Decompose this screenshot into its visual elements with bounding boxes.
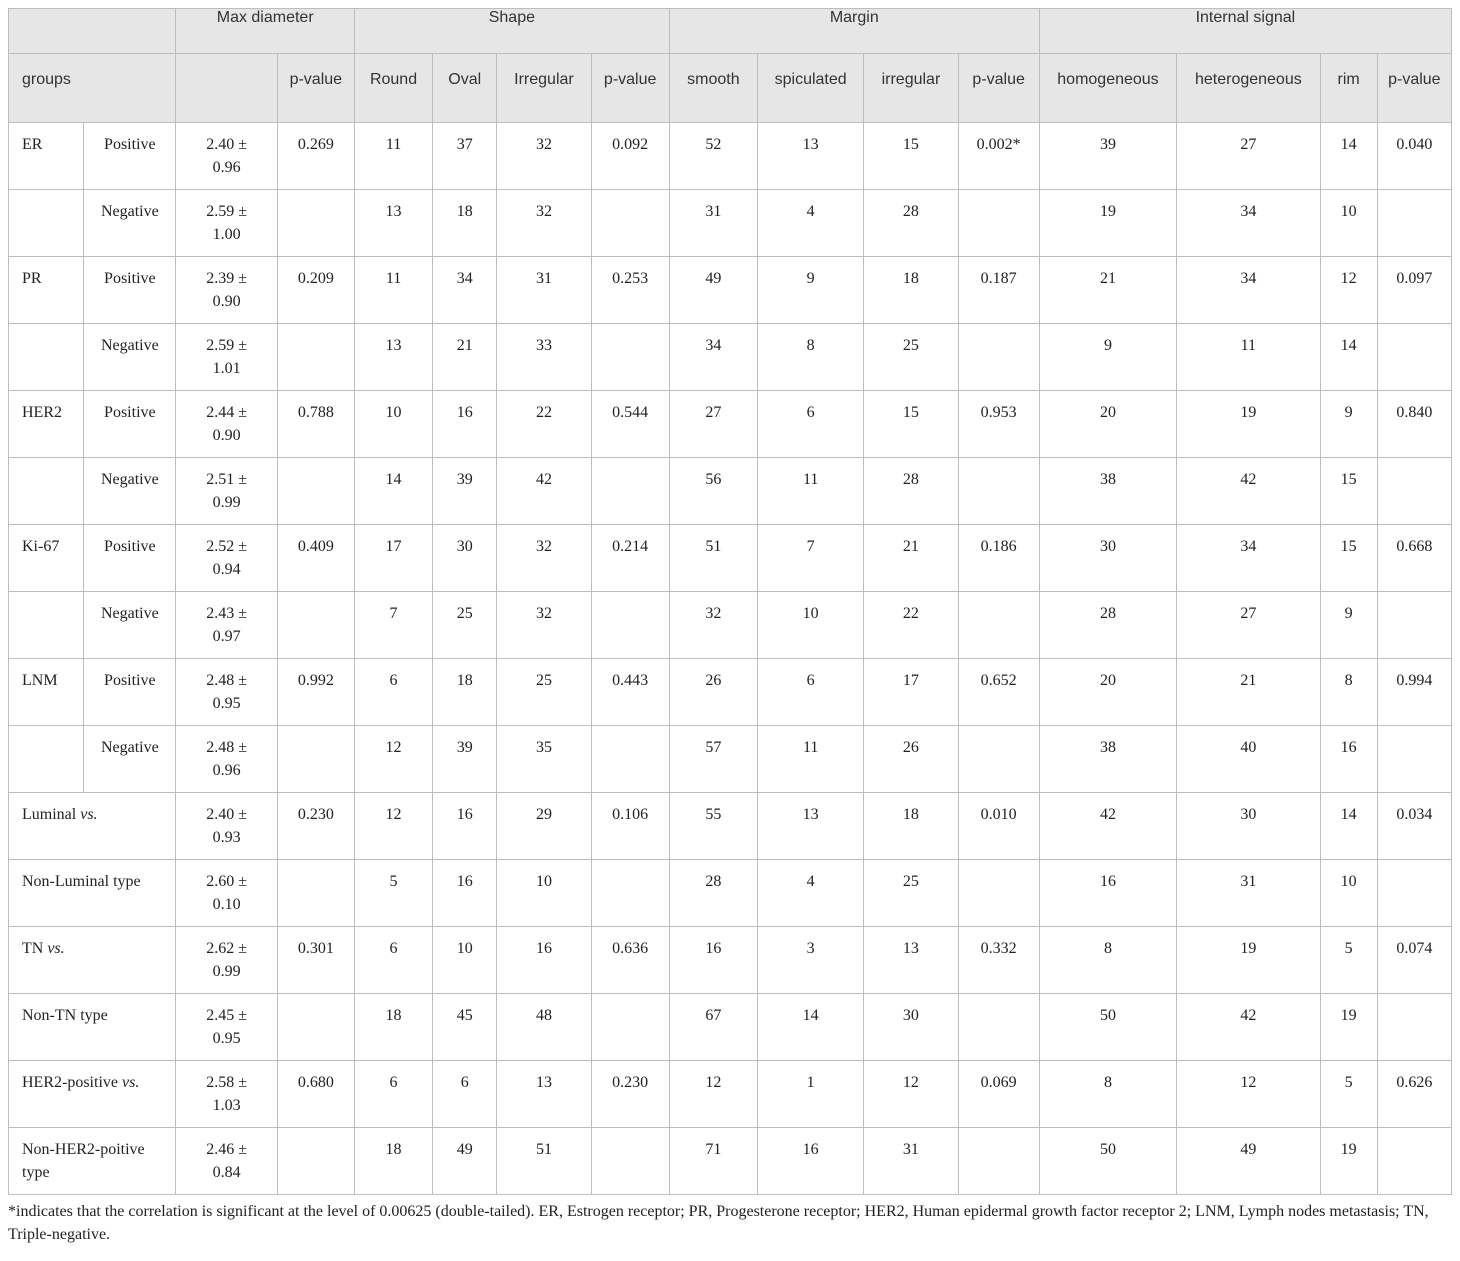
subgroup-cell: Negative bbox=[84, 592, 176, 659]
irregular-margin-cell: 17 bbox=[864, 659, 958, 726]
rim-cell: 9 bbox=[1320, 592, 1377, 659]
header-diameter-blank bbox=[176, 54, 277, 123]
p-shape-cell: 0.214 bbox=[591, 525, 669, 592]
round-cell: 5 bbox=[354, 860, 432, 927]
p-shape-cell: 0.253 bbox=[591, 257, 669, 324]
irregular-shape-cell: 51 bbox=[497, 1128, 591, 1195]
subgroup-cell: Positive bbox=[84, 525, 176, 592]
p-margin-cell bbox=[958, 190, 1039, 257]
oval-cell: 39 bbox=[433, 458, 497, 525]
oval-cell: 16 bbox=[433, 391, 497, 458]
round-cell: 13 bbox=[354, 324, 432, 391]
comparison-label: Non-HER2-poitive type bbox=[9, 1128, 176, 1195]
rim-cell: 9 bbox=[1320, 391, 1377, 458]
p-signal-cell: 0.994 bbox=[1377, 659, 1451, 726]
spiculated-cell: 11 bbox=[758, 458, 864, 525]
comparison-label: Non-Luminal type bbox=[9, 860, 176, 927]
comparison-row bbox=[9, 860, 1452, 927]
smooth-cell: 55 bbox=[669, 793, 757, 860]
heterogeneous-cell: 12 bbox=[1177, 1061, 1320, 1128]
smooth-cell: 16 bbox=[669, 927, 757, 994]
smooth-cell: 31 bbox=[669, 190, 757, 257]
oval-cell: 37 bbox=[433, 123, 497, 190]
irregular-margin-cell: 15 bbox=[864, 123, 958, 190]
heterogeneous-cell: 27 bbox=[1177, 123, 1320, 190]
heterogeneous-cell: 30 bbox=[1177, 793, 1320, 860]
smooth-cell: 52 bbox=[669, 123, 757, 190]
oval-cell: 49 bbox=[433, 1128, 497, 1195]
header-heterogeneous: heterogeneous bbox=[1177, 54, 1320, 123]
header-row-columns bbox=[9, 54, 1452, 123]
round-cell: 11 bbox=[354, 257, 432, 324]
p-margin-cell bbox=[958, 592, 1039, 659]
p-signal-cell bbox=[1377, 324, 1451, 391]
max-diameter-cell: 2.44 ± 0.90 bbox=[176, 391, 277, 458]
p-shape-cell: 0.230 bbox=[591, 1061, 669, 1128]
round-cell: 6 bbox=[354, 1061, 432, 1128]
header-spiculated: spiculated bbox=[758, 54, 864, 123]
homogeneous-cell: 50 bbox=[1039, 994, 1176, 1061]
irregular-shape-cell: 35 bbox=[497, 726, 591, 793]
p-margin-cell: 0.186 bbox=[958, 525, 1039, 592]
p-signal-cell: 0.097 bbox=[1377, 257, 1451, 324]
p-shape-cell bbox=[591, 860, 669, 927]
p-diameter-cell: 0.788 bbox=[277, 391, 354, 458]
max-diameter-cell: 2.62 ± 0.99 bbox=[176, 927, 277, 994]
comparison-row bbox=[9, 1128, 1452, 1195]
p-margin-cell: 0.187 bbox=[958, 257, 1039, 324]
spiculated-cell: 3 bbox=[758, 927, 864, 994]
smooth-cell: 71 bbox=[669, 1128, 757, 1195]
p-signal-cell bbox=[1377, 860, 1451, 927]
irregular-shape-cell: 31 bbox=[497, 257, 591, 324]
p-margin-cell: 0.332 bbox=[958, 927, 1039, 994]
p-shape-cell: 0.636 bbox=[591, 927, 669, 994]
group-cell bbox=[9, 592, 84, 659]
p-margin-cell: 0.069 bbox=[958, 1061, 1039, 1128]
irregular-shape-cell: 22 bbox=[497, 391, 591, 458]
header-p-shape: p-value bbox=[591, 54, 669, 123]
homogeneous-cell: 42 bbox=[1039, 793, 1176, 860]
rim-cell: 19 bbox=[1320, 994, 1377, 1061]
group-cell bbox=[9, 726, 84, 793]
results-table bbox=[8, 8, 1452, 1195]
oval-cell: 10 bbox=[433, 927, 497, 994]
heterogeneous-cell: 21 bbox=[1177, 659, 1320, 726]
heterogeneous-cell: 34 bbox=[1177, 190, 1320, 257]
header-irregular-shape: Irregular bbox=[497, 54, 591, 123]
p-shape-cell bbox=[591, 1128, 669, 1195]
p-diameter-cell bbox=[277, 324, 354, 391]
comparison-row bbox=[9, 1061, 1452, 1128]
oval-cell: 30 bbox=[433, 525, 497, 592]
header-shape: Shape bbox=[354, 9, 669, 54]
group-cell bbox=[9, 190, 84, 257]
oval-cell: 16 bbox=[433, 860, 497, 927]
irregular-shape-cell: 32 bbox=[497, 592, 591, 659]
header-homogeneous: homogeneous bbox=[1039, 54, 1176, 123]
heterogeneous-cell: 40 bbox=[1177, 726, 1320, 793]
rim-cell: 10 bbox=[1320, 190, 1377, 257]
irregular-margin-cell: 18 bbox=[864, 793, 958, 860]
max-diameter-cell: 2.58 ± 1.03 bbox=[176, 1061, 277, 1128]
group-cell: HER2 bbox=[9, 391, 84, 458]
smooth-cell: 34 bbox=[669, 324, 757, 391]
irregular-margin-cell: 28 bbox=[864, 190, 958, 257]
p-diameter-cell bbox=[277, 1128, 354, 1195]
spiculated-cell: 1 bbox=[758, 1061, 864, 1128]
max-diameter-cell: 2.45 ± 0.95 bbox=[176, 994, 277, 1061]
irregular-margin-cell: 31 bbox=[864, 1128, 958, 1195]
round-cell: 14 bbox=[354, 458, 432, 525]
table-row bbox=[9, 659, 1452, 726]
p-margin-cell bbox=[958, 1128, 1039, 1195]
p-diameter-cell bbox=[277, 592, 354, 659]
irregular-margin-cell: 30 bbox=[864, 994, 958, 1061]
max-diameter-cell: 2.46 ± 0.84 bbox=[176, 1128, 277, 1195]
irregular-shape-cell: 10 bbox=[497, 860, 591, 927]
homogeneous-cell: 38 bbox=[1039, 458, 1176, 525]
heterogeneous-cell: 27 bbox=[1177, 592, 1320, 659]
group-cell: PR bbox=[9, 257, 84, 324]
comparison-label: HER2-positive vs. bbox=[9, 1061, 176, 1128]
irregular-margin-cell: 26 bbox=[864, 726, 958, 793]
p-diameter-cell: 0.230 bbox=[277, 793, 354, 860]
oval-cell: 25 bbox=[433, 592, 497, 659]
irregular-margin-cell: 28 bbox=[864, 458, 958, 525]
irregular-margin-cell: 13 bbox=[864, 927, 958, 994]
oval-cell: 18 bbox=[433, 190, 497, 257]
max-diameter-cell: 2.51 ± 0.99 bbox=[176, 458, 277, 525]
round-cell: 17 bbox=[354, 525, 432, 592]
p-signal-cell: 0.668 bbox=[1377, 525, 1451, 592]
comparison-label: Luminal vs. bbox=[9, 793, 176, 860]
group-cell: ER bbox=[9, 123, 84, 190]
rim-cell: 12 bbox=[1320, 257, 1377, 324]
spiculated-cell: 8 bbox=[758, 324, 864, 391]
smooth-cell: 67 bbox=[669, 994, 757, 1061]
rim-cell: 19 bbox=[1320, 1128, 1377, 1195]
p-shape-cell bbox=[591, 726, 669, 793]
irregular-margin-cell: 12 bbox=[864, 1061, 958, 1128]
header-p-margin: p-value bbox=[958, 54, 1039, 123]
homogeneous-cell: 16 bbox=[1039, 860, 1176, 927]
rim-cell: 5 bbox=[1320, 927, 1377, 994]
irregular-shape-cell: 16 bbox=[497, 927, 591, 994]
spiculated-cell: 10 bbox=[758, 592, 864, 659]
p-shape-cell bbox=[591, 324, 669, 391]
irregular-shape-cell: 25 bbox=[497, 659, 591, 726]
oval-cell: 16 bbox=[433, 793, 497, 860]
rim-cell: 10 bbox=[1320, 860, 1377, 927]
p-margin-cell bbox=[958, 726, 1039, 793]
header-smooth: smooth bbox=[669, 54, 757, 123]
comparison-label: TN vs. bbox=[9, 927, 176, 994]
p-margin-cell: 0.002* bbox=[958, 123, 1039, 190]
homogeneous-cell: 8 bbox=[1039, 1061, 1176, 1128]
p-signal-cell: 0.034 bbox=[1377, 793, 1451, 860]
heterogeneous-cell: 34 bbox=[1177, 525, 1320, 592]
header-rim: rim bbox=[1320, 54, 1377, 123]
smooth-cell: 56 bbox=[669, 458, 757, 525]
p-margin-cell bbox=[958, 860, 1039, 927]
spiculated-cell: 4 bbox=[758, 860, 864, 927]
subgroup-cell: Positive bbox=[84, 257, 176, 324]
group-cell: LNM bbox=[9, 659, 84, 726]
smooth-cell: 12 bbox=[669, 1061, 757, 1128]
p-shape-cell bbox=[591, 190, 669, 257]
table-row bbox=[9, 190, 1452, 257]
header-p-diameter: p-value bbox=[277, 54, 354, 123]
p-diameter-cell bbox=[277, 860, 354, 927]
max-diameter-cell: 2.40 ± 0.96 bbox=[176, 123, 277, 190]
spiculated-cell: 6 bbox=[758, 659, 864, 726]
header-irregular-margin: irregular bbox=[864, 54, 958, 123]
homogeneous-cell: 50 bbox=[1039, 1128, 1176, 1195]
max-diameter-cell: 2.60 ± 0.10 bbox=[176, 860, 277, 927]
table-row bbox=[9, 726, 1452, 793]
table-row bbox=[9, 525, 1452, 592]
rim-cell: 14 bbox=[1320, 324, 1377, 391]
round-cell: 6 bbox=[354, 659, 432, 726]
p-margin-cell: 0.953 bbox=[958, 391, 1039, 458]
p-diameter-cell: 0.269 bbox=[277, 123, 354, 190]
heterogeneous-cell: 31 bbox=[1177, 860, 1320, 927]
subgroup-cell: Positive bbox=[84, 659, 176, 726]
subgroup-cell: Positive bbox=[84, 123, 176, 190]
comparison-row bbox=[9, 793, 1452, 860]
oval-cell: 21 bbox=[433, 324, 497, 391]
table-row bbox=[9, 592, 1452, 659]
p-shape-cell bbox=[591, 458, 669, 525]
p-margin-cell bbox=[958, 324, 1039, 391]
p-signal-cell: 0.040 bbox=[1377, 123, 1451, 190]
smooth-cell: 57 bbox=[669, 726, 757, 793]
p-signal-cell: 0.840 bbox=[1377, 391, 1451, 458]
group-cell bbox=[9, 458, 84, 525]
spiculated-cell: 4 bbox=[758, 190, 864, 257]
heterogeneous-cell: 19 bbox=[1177, 927, 1320, 994]
smooth-cell: 49 bbox=[669, 257, 757, 324]
round-cell: 10 bbox=[354, 391, 432, 458]
oval-cell: 18 bbox=[433, 659, 497, 726]
p-signal-cell bbox=[1377, 190, 1451, 257]
subgroup-cell: Negative bbox=[84, 726, 176, 793]
heterogeneous-cell: 42 bbox=[1177, 458, 1320, 525]
irregular-shape-cell: 32 bbox=[497, 190, 591, 257]
rim-cell: 8 bbox=[1320, 659, 1377, 726]
irregular-margin-cell: 25 bbox=[864, 324, 958, 391]
table-row bbox=[9, 458, 1452, 525]
max-diameter-cell: 2.48 ± 0.95 bbox=[176, 659, 277, 726]
p-signal-cell bbox=[1377, 458, 1451, 525]
homogeneous-cell: 19 bbox=[1039, 190, 1176, 257]
subgroup-cell: Negative bbox=[84, 190, 176, 257]
p-signal-cell bbox=[1377, 592, 1451, 659]
rim-cell: 15 bbox=[1320, 525, 1377, 592]
p-diameter-cell bbox=[277, 190, 354, 257]
homogeneous-cell: 39 bbox=[1039, 123, 1176, 190]
irregular-shape-cell: 32 bbox=[497, 525, 591, 592]
round-cell: 12 bbox=[354, 726, 432, 793]
header-p-signal: p-value bbox=[1377, 54, 1451, 123]
smooth-cell: 51 bbox=[669, 525, 757, 592]
homogeneous-cell: 9 bbox=[1039, 324, 1176, 391]
p-shape-cell bbox=[591, 994, 669, 1061]
homogeneous-cell: 28 bbox=[1039, 592, 1176, 659]
table-row bbox=[9, 391, 1452, 458]
table-footnote: *indicates that the correlation is significant at the level of 0.00625 (double-tailed). ER, Estrogen receptor; PR, Progesterone receptor; HER2, Human epidermal growth factor receptor 2; LNM, Lymph nodes metastasis; TN, Triple-negative. bbox=[8, 1203, 1429, 1243]
irregular-shape-cell: 42 bbox=[497, 458, 591, 525]
irregular-margin-cell: 18 bbox=[864, 257, 958, 324]
table-row bbox=[9, 324, 1452, 391]
round-cell: 6 bbox=[354, 927, 432, 994]
homogeneous-cell: 20 bbox=[1039, 659, 1176, 726]
spiculated-cell: 9 bbox=[758, 257, 864, 324]
homogeneous-cell: 8 bbox=[1039, 927, 1176, 994]
p-diameter-cell: 0.992 bbox=[277, 659, 354, 726]
homogeneous-cell: 30 bbox=[1039, 525, 1176, 592]
header-oval: Oval bbox=[433, 54, 497, 123]
spiculated-cell: 14 bbox=[758, 994, 864, 1061]
p-signal-cell bbox=[1377, 726, 1451, 793]
irregular-margin-cell: 21 bbox=[864, 525, 958, 592]
p-diameter-cell bbox=[277, 726, 354, 793]
irregular-shape-cell: 33 bbox=[497, 324, 591, 391]
subgroup-cell: Negative bbox=[84, 458, 176, 525]
irregular-shape-cell: 13 bbox=[497, 1061, 591, 1128]
irregular-shape-cell: 29 bbox=[497, 793, 591, 860]
rim-cell: 14 bbox=[1320, 123, 1377, 190]
heterogeneous-cell: 34 bbox=[1177, 257, 1320, 324]
max-diameter-cell: 2.59 ± 1.01 bbox=[176, 324, 277, 391]
p-shape-cell bbox=[591, 592, 669, 659]
heterogeneous-cell: 11 bbox=[1177, 324, 1320, 391]
spiculated-cell: 7 bbox=[758, 525, 864, 592]
smooth-cell: 32 bbox=[669, 592, 757, 659]
p-signal-cell: 0.626 bbox=[1377, 1061, 1451, 1128]
p-margin-cell bbox=[958, 994, 1039, 1061]
p-diameter-cell: 0.409 bbox=[277, 525, 354, 592]
homogeneous-cell: 21 bbox=[1039, 257, 1176, 324]
max-diameter-cell: 2.39 ± 0.90 bbox=[176, 257, 277, 324]
spiculated-cell: 13 bbox=[758, 793, 864, 860]
p-signal-cell bbox=[1377, 1128, 1451, 1195]
header-margin: Margin bbox=[669, 9, 1039, 54]
p-margin-cell: 0.010 bbox=[958, 793, 1039, 860]
p-diameter-cell bbox=[277, 994, 354, 1061]
round-cell: 7 bbox=[354, 592, 432, 659]
round-cell: 18 bbox=[354, 994, 432, 1061]
round-cell: 12 bbox=[354, 793, 432, 860]
heterogeneous-cell: 19 bbox=[1177, 391, 1320, 458]
irregular-margin-cell: 22 bbox=[864, 592, 958, 659]
group-cell bbox=[9, 324, 84, 391]
spiculated-cell: 11 bbox=[758, 726, 864, 793]
oval-cell: 45 bbox=[433, 994, 497, 1061]
max-diameter-cell: 2.52 ± 0.94 bbox=[176, 525, 277, 592]
p-diameter-cell bbox=[277, 458, 354, 525]
header-internal-signal: Internal signal bbox=[1039, 9, 1451, 54]
rim-cell: 16 bbox=[1320, 726, 1377, 793]
round-cell: 11 bbox=[354, 123, 432, 190]
p-shape-cell: 0.544 bbox=[591, 391, 669, 458]
p-shape-cell: 0.106 bbox=[591, 793, 669, 860]
irregular-shape-cell: 48 bbox=[497, 994, 591, 1061]
heterogeneous-cell: 49 bbox=[1177, 1128, 1320, 1195]
round-cell: 18 bbox=[354, 1128, 432, 1195]
oval-cell: 39 bbox=[433, 726, 497, 793]
p-signal-cell: 0.074 bbox=[1377, 927, 1451, 994]
homogeneous-cell: 38 bbox=[1039, 726, 1176, 793]
rim-cell: 14 bbox=[1320, 793, 1377, 860]
rim-cell: 5 bbox=[1320, 1061, 1377, 1128]
smooth-cell: 27 bbox=[669, 391, 757, 458]
table-row bbox=[9, 257, 1452, 324]
p-margin-cell bbox=[958, 458, 1039, 525]
irregular-margin-cell: 25 bbox=[864, 860, 958, 927]
p-shape-cell: 0.443 bbox=[591, 659, 669, 726]
p-signal-cell bbox=[1377, 994, 1451, 1061]
table-container bbox=[8, 8, 1452, 1246]
heterogeneous-cell: 42 bbox=[1177, 994, 1320, 1061]
group-cell: Ki-67 bbox=[9, 525, 84, 592]
header-groups: groups bbox=[9, 54, 176, 123]
comparison-label: Non-TN type bbox=[9, 994, 176, 1061]
smooth-cell: 28 bbox=[669, 860, 757, 927]
spiculated-cell: 6 bbox=[758, 391, 864, 458]
table-row bbox=[9, 123, 1452, 190]
rim-cell: 15 bbox=[1320, 458, 1377, 525]
subgroup-cell: Negative bbox=[84, 324, 176, 391]
comparison-row bbox=[9, 927, 1452, 994]
oval-cell: 6 bbox=[433, 1061, 497, 1128]
max-diameter-cell: 2.59 ± 1.00 bbox=[176, 190, 277, 257]
smooth-cell: 26 bbox=[669, 659, 757, 726]
irregular-shape-cell: 32 bbox=[497, 123, 591, 190]
homogeneous-cell: 20 bbox=[1039, 391, 1176, 458]
max-diameter-cell: 2.48 ± 0.96 bbox=[176, 726, 277, 793]
header-round: Round bbox=[354, 54, 432, 123]
spiculated-cell: 16 bbox=[758, 1128, 864, 1195]
header-row-groups bbox=[9, 9, 1452, 54]
p-shape-cell: 0.092 bbox=[591, 123, 669, 190]
p-diameter-cell: 0.301 bbox=[277, 927, 354, 994]
header-max-diameter: Max diameter bbox=[176, 9, 354, 54]
comparison-row bbox=[9, 994, 1452, 1061]
header-blank bbox=[9, 9, 176, 54]
max-diameter-cell: 2.43 ± 0.97 bbox=[176, 592, 277, 659]
max-diameter-cell: 2.40 ± 0.93 bbox=[176, 793, 277, 860]
irregular-margin-cell: 15 bbox=[864, 391, 958, 458]
round-cell: 13 bbox=[354, 190, 432, 257]
subgroup-cell: Positive bbox=[84, 391, 176, 458]
p-diameter-cell: 0.680 bbox=[277, 1061, 354, 1128]
p-diameter-cell: 0.209 bbox=[277, 257, 354, 324]
oval-cell: 34 bbox=[433, 257, 497, 324]
p-margin-cell: 0.652 bbox=[958, 659, 1039, 726]
spiculated-cell: 13 bbox=[758, 123, 864, 190]
